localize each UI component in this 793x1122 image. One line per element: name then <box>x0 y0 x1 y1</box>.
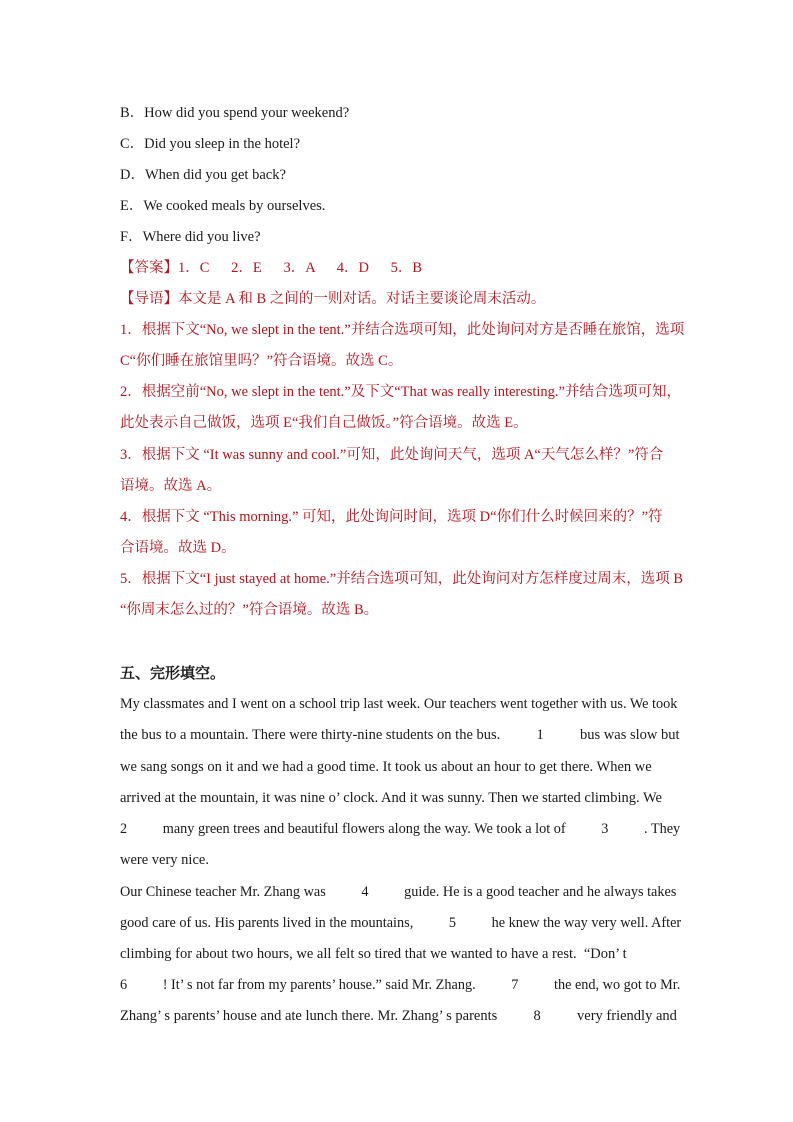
answer-line <box>120 258 685 278</box>
answer-values: 1．C 2．E 3．A 4．D 5．B <box>178 260 423 276</box>
option-d: D．When did you get back? <box>120 167 286 183</box>
passage-line-10: 6 ! It’ s not far from my parents’ house.” said Mr. Zhang. 7 the end, wo got to Mr. <box>120 977 681 993</box>
option-c: C．Did you sleep in the hotel? <box>120 136 301 152</box>
section-title: 五、完形填空。 <box>120 664 226 682</box>
explanation-3b: 语境。故选 A。 <box>120 478 222 494</box>
passage-line-3: we sang songs on it and we had a good time. It took us about an hour to get there. When we <box>120 759 652 775</box>
passage-line-7: Our Chinese teacher Mr. Zhang was 4 guide. He is a good teacher and he always takes <box>120 884 677 900</box>
passage-line-2: the bus to a mountain. There were thirty-nine students on the bus. 1 bus was slow but <box>120 727 680 743</box>
answer-label: 【答案】 <box>120 260 178 276</box>
option-b: B．How did you spend your weekend? <box>120 105 350 121</box>
guide-text: 本文是 A 和 B 之间的一则对话。对话主要谈论周末活动。 <box>178 291 546 307</box>
explanation-5a: 5．根据下文“I just stayed at home.”并结合选项可知，此处询问对方怎样度过周末，选项 B <box>120 571 684 587</box>
option-e: E．We cooked meals by ourselves. <box>120 198 326 214</box>
passage-line-11: Zhang’ s parents’ house and ate lunch there. Mr. Zhang’ s parents 8 very friendly and <box>120 1008 677 1024</box>
guide-label: 【导语】 <box>120 291 178 307</box>
explanation-2a: 2．根据空前“No, we slept in the tent.”及下文“That was really interesting.”并结合选项可知， <box>120 384 681 400</box>
passage-line-6: were very nice. <box>120 852 209 868</box>
passage-line-5: 2 many green trees and beautiful flowers along the way. We took a lot of 3 . They <box>120 821 681 837</box>
explanation-4b: 合语境。故选 D。 <box>120 540 236 556</box>
passage-line-9: climbing for about two hours, we all felt so tired that we wanted to have a rest. “Don’ t <box>120 946 627 962</box>
passage-line-8: good care of us. His parents lived in the mountains, 5 he knew the way very well. After <box>120 915 682 931</box>
explanation-1a: 1．根据下文“No, we slept in the tent.”并结合选项可知，此处询问对方是否睡在旅馆，选项 <box>120 322 685 338</box>
explanation-5b: “你周末怎么过的？”符合语境。故选 B。 <box>120 602 379 618</box>
passage-line-4: arrived at the mountain, it was nine o’ clock. And it was sunny. Then we started climbing. We <box>120 790 662 806</box>
explanation-1b: C“你们睡在旅馆里吗？”符合语境。故选 C。 <box>120 353 403 369</box>
explanation-4a: 4．根据下文 “This morning.” 可知，此处询问时间，选项 D“你们什么时候回来的？”符 <box>120 509 663 525</box>
guide-line <box>120 289 685 309</box>
passage-line-1: My classmates and I went on a school trip last week. Our teachers went together with us. We took <box>120 696 678 712</box>
option-f: F．Where did you live? <box>120 229 261 245</box>
explanation-2b: 此处表示自己做饭，选项 E“我们自己做饭。”符合语境。故选 E。 <box>120 415 528 431</box>
explanation-3a: 3．根据下文 “It was sunny and cool.”可知，此处询问天气，选项 A“天气怎么样？”符合 <box>120 447 664 463</box>
